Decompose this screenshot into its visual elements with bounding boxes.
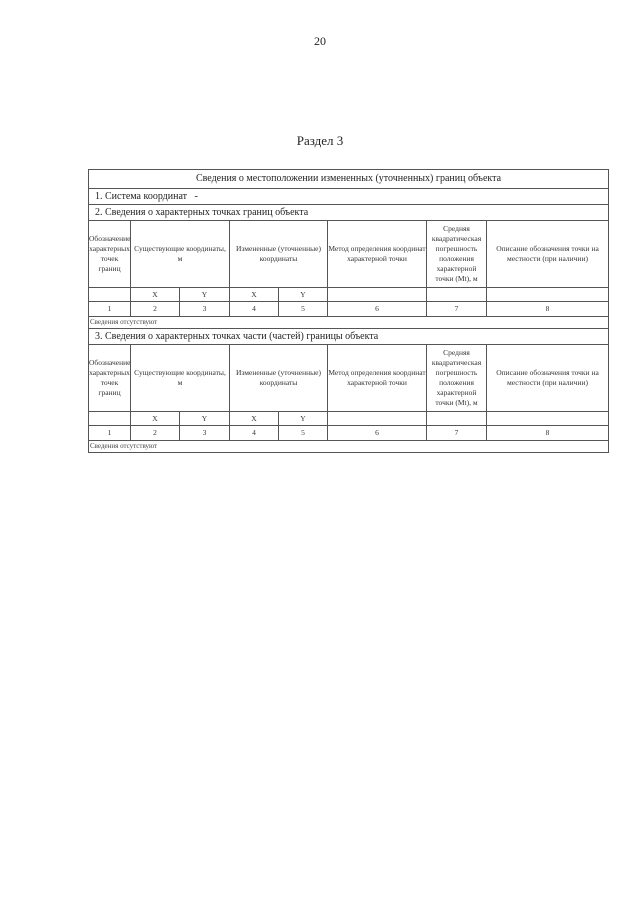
xy-cell: Y bbox=[180, 412, 230, 426]
xy-cell bbox=[427, 288, 487, 302]
xy-cell bbox=[487, 288, 609, 302]
column-number: 7 bbox=[427, 302, 487, 317]
table-title: Сведения о местоположении измененных (уточненных) границ объекта bbox=[89, 170, 609, 189]
col-mean-error: Средняя квадратическая погрешность положения характерной точки (Mt), м bbox=[427, 221, 487, 288]
section-title: Раздел 3 bbox=[296, 133, 344, 148]
column-number: 6 bbox=[328, 426, 427, 441]
column-number: 3 bbox=[180, 302, 230, 317]
col-description: Описание обозначения точки на местности (при наличии) bbox=[487, 345, 609, 412]
col-updated-coords: Измененные (уточненные) координаты bbox=[230, 345, 328, 412]
col-existing-coords: Существующие координаты, м bbox=[131, 345, 230, 412]
column-number: 7 bbox=[427, 426, 487, 441]
col-mean-error: Средняя квадратическая погрешность положения характерной точки (Mt), м bbox=[427, 345, 487, 412]
xy-cell: X bbox=[230, 288, 279, 302]
coord-system-label: 1. Система координат bbox=[95, 190, 188, 202]
column-number: 6 bbox=[328, 302, 427, 317]
col-point-designation: Обозначение характерных точек границ bbox=[89, 221, 131, 288]
column-number: 8 bbox=[487, 302, 609, 317]
block2-title: 3. Сведения о характерных точках части (частей) границы объекта bbox=[89, 329, 609, 345]
boundary-table bbox=[88, 169, 608, 453]
column-number: 1 bbox=[89, 302, 131, 317]
xy-cell bbox=[328, 412, 427, 426]
column-number: 5 bbox=[279, 302, 328, 317]
col-description: Описание обозначения точки на местности (при наличии) bbox=[487, 221, 609, 288]
col-method: Метод определения координат характерной точки bbox=[328, 221, 427, 288]
xy-cell bbox=[427, 412, 487, 426]
no-data-note: Сведения отсутствуют bbox=[89, 317, 609, 329]
column-number: 1 bbox=[89, 426, 131, 441]
col-point-designation: Обозначение характерных точек границ bbox=[89, 345, 131, 412]
page-number: 20 bbox=[314, 34, 326, 48]
xy-cell: X bbox=[131, 288, 180, 302]
col-existing-coords: Существующие координаты, м bbox=[131, 221, 230, 288]
column-number: 3 bbox=[180, 426, 230, 441]
column-number: 4 bbox=[230, 302, 279, 317]
col-updated-coords: Измененные (уточненные) координаты bbox=[230, 221, 328, 288]
xy-cell: X bbox=[131, 412, 180, 426]
column-number: 8 bbox=[487, 426, 609, 441]
column-number: 2 bbox=[131, 302, 180, 317]
block1-title: 2. Сведения о характерных точках границ объекта bbox=[89, 205, 609, 221]
xy-cell bbox=[89, 412, 131, 426]
column-number: 4 bbox=[230, 426, 279, 441]
column-number: 2 bbox=[131, 426, 180, 441]
xy-cell bbox=[487, 412, 609, 426]
xy-cell: Y bbox=[279, 288, 328, 302]
coord-system-value: - bbox=[194, 190, 198, 202]
xy-cell bbox=[328, 288, 427, 302]
xy-cell: Y bbox=[279, 412, 328, 426]
xy-cell: Y bbox=[180, 288, 230, 302]
column-number: 5 bbox=[279, 426, 328, 441]
col-method: Метод определения координат характерной точки bbox=[328, 345, 427, 412]
xy-cell bbox=[89, 288, 131, 302]
no-data-note: Сведения отсутствуют bbox=[89, 441, 609, 453]
xy-cell: X bbox=[230, 412, 279, 426]
coord-system-row bbox=[89, 189, 609, 205]
